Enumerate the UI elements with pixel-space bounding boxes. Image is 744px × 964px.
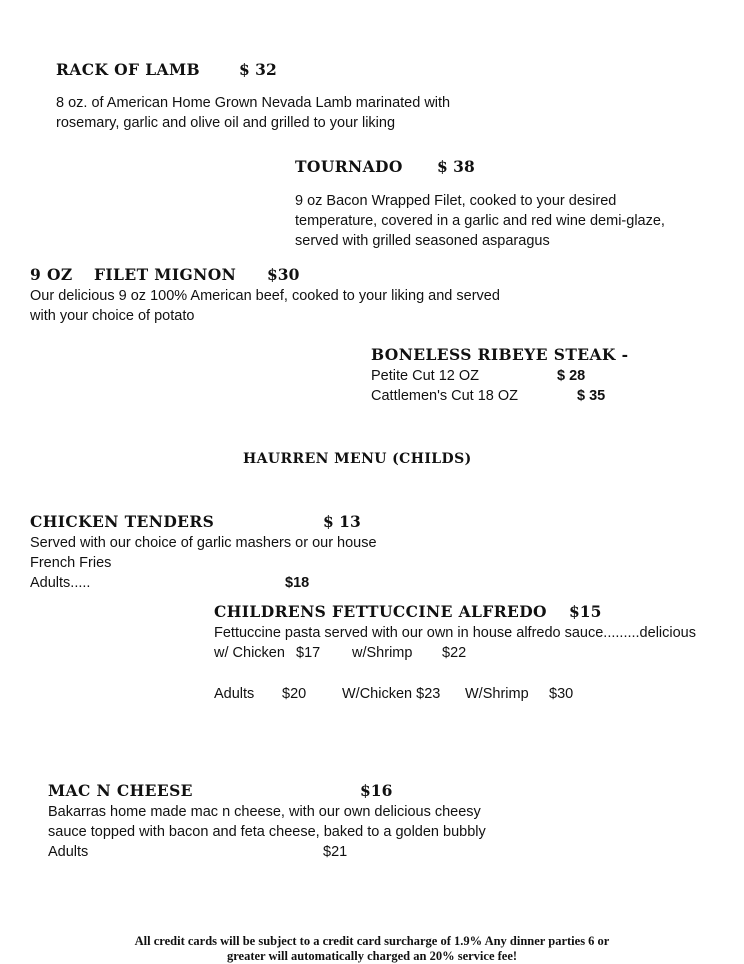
chicken-tenders-description-line-2: French Fries xyxy=(30,555,112,571)
rack-of-lamb-description-line-2: rosemary, garlic and olive oil and grilled to your liking xyxy=(56,115,396,131)
filet-mignon-title: FILET MIGNON xyxy=(94,265,237,284)
mac-n-cheese-adults-price: $21 xyxy=(323,844,348,860)
ribeye-petite-cut-label: Petite Cut 12 OZ xyxy=(371,368,479,384)
chicken-tenders-adults-label: Adults..... xyxy=(30,575,91,591)
fettuccine-shrimp-price: $22 xyxy=(442,645,467,661)
chicken-tenders-adults-price: $18 xyxy=(285,575,310,591)
filet-mignon-price: $30 xyxy=(267,265,300,284)
tournado-title: TOURNADO xyxy=(295,157,403,176)
mac-n-cheese-description-line-2: sauce topped with bacon and feta cheese, baked to a golden bubbly xyxy=(48,824,486,840)
fettuccine-price: $15 xyxy=(569,602,602,621)
fettuccine-adults-price: $20 xyxy=(282,686,307,702)
rack-of-lamb-title: RACK OF LAMB xyxy=(56,60,200,79)
filet-mignon-description-line-2: with your choice of potato xyxy=(30,308,195,324)
mac-n-cheese-description-line-1: Bakarras home made mac n cheese, with our own delicious cheesy xyxy=(48,804,481,820)
filet-mignon-size: 9 OZ xyxy=(30,265,73,284)
ribeye-cattlemens-cut-price: $ 35 xyxy=(577,388,606,404)
tournado-description-line-1: 9 oz Bacon Wrapped Filet, cooked to your desired xyxy=(295,193,617,209)
chicken-tenders-price: $ 13 xyxy=(323,512,361,531)
chicken-tenders-title: CHICKEN TENDERS xyxy=(30,512,215,531)
footer-surcharge-notice-line-1: All credit cards will be subject to a credit card surcharge of 1.9% Any dinner parties 6 or xyxy=(134,934,610,948)
fettuccine-shrimp-label: w/Shrimp xyxy=(352,645,413,661)
filet-mignon-description-line-1: Our delicious 9 oz 100% American beef, cooked to your liking and served xyxy=(30,288,500,304)
rack-of-lamb-description-line-1: 8 oz. of American Home Grown Nevada Lamb marinated with xyxy=(56,95,451,111)
footer-surcharge-notice-line-2: greater will automatically charged an 20% service fee! xyxy=(226,949,518,963)
fettuccine-adults-shrimp-label: W/Shrimp xyxy=(465,686,529,702)
fettuccine-chicken-price: $17 xyxy=(296,645,321,661)
fettuccine-adults-shrimp-price: $30 xyxy=(549,686,574,702)
tournado-description-line-2: temperature, covered in a garlic and red wine demi-glaze, xyxy=(295,213,665,229)
fettuccine-description-line-1: Fettuccine pasta served with our own in house alfredo sauce.........delicious xyxy=(214,625,696,641)
ribeye-petite-cut-price: $ 28 xyxy=(557,368,586,384)
kids-menu-heading: HAURREN MENU (CHILDS) xyxy=(243,451,472,467)
fettuccine-chicken-label: w/ Chicken xyxy=(214,645,285,661)
ribeye-cattlemens-cut-label: Cattlemen's Cut 18 OZ xyxy=(371,388,519,404)
chicken-tenders-description-line-1: Served with our choice of garlic mashers or our house xyxy=(30,535,377,551)
mac-n-cheese-price: $16 xyxy=(360,781,393,800)
fettuccine-title: CHILDRENS FETTUCCINE ALFREDO xyxy=(214,602,547,621)
rack-of-lamb-price: $ 32 xyxy=(239,60,277,79)
ribeye-title: BONELESS RIBEYE STEAK - xyxy=(371,345,629,364)
fettuccine-adults-chicken: W/Chicken $23 xyxy=(342,686,441,702)
tournado-description-line-3: served with grilled seasoned asparagus xyxy=(295,233,550,249)
fettuccine-adults-label: Adults xyxy=(214,686,255,702)
tournado-price: $ 38 xyxy=(437,157,475,176)
mac-n-cheese-title: MAC N CHEESE xyxy=(48,781,193,800)
mac-n-cheese-adults-label: Adults xyxy=(48,844,89,860)
